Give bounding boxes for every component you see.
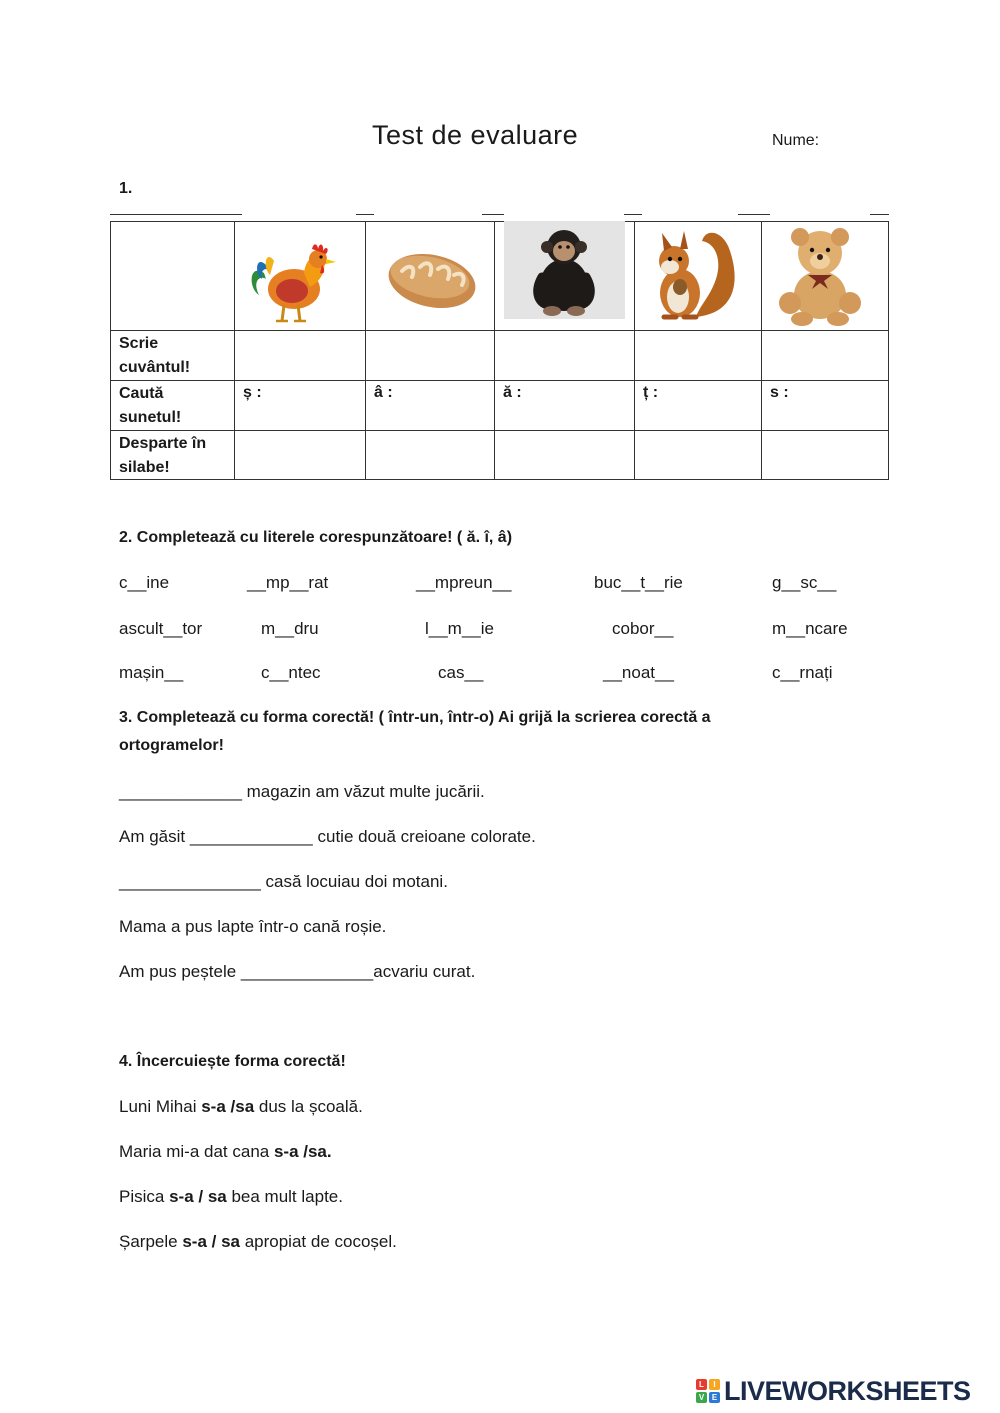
fill-word: m__dru bbox=[261, 619, 319, 638]
tick-line bbox=[738, 214, 770, 215]
fill-word: g__sc__ bbox=[772, 573, 837, 592]
page-title: Test de evaluare bbox=[372, 120, 579, 150]
choice-sentence: Luni Mihai s-a /sa dus la școală. bbox=[119, 1097, 363, 1116]
bread-picture bbox=[382, 243, 480, 315]
fill-word: buc__t__rie bbox=[594, 573, 683, 592]
tick-line bbox=[356, 214, 374, 215]
rooster-picture bbox=[244, 233, 348, 327]
section4-heading: 4. Încercuiește forma corectă! bbox=[119, 1053, 346, 1070]
logo-icon: L I V E bbox=[696, 1379, 720, 1403]
fill-word: __noat__ bbox=[603, 663, 674, 682]
fill-word: cas__ bbox=[438, 663, 484, 682]
tick-line bbox=[110, 214, 242, 215]
sentence: Am găsit _____________ cutie două creioane colorate. bbox=[119, 827, 536, 846]
sound-prompt: ț : bbox=[643, 384, 659, 401]
choice-sentence: Șarpele s-a / sa apropiat de cocoșel. bbox=[119, 1232, 397, 1251]
name-label: Nume: bbox=[772, 132, 820, 149]
fill-word: c__ine bbox=[119, 573, 170, 592]
tick-line bbox=[870, 214, 889, 215]
sentence: _______________ casă locuiau doi motani. bbox=[119, 872, 448, 891]
monkey-picture bbox=[504, 221, 625, 319]
section3-heading: 3. Completează cu forma corectă! ( într-un, într-o) Ai grijă la scrierea corectă a bbox=[119, 709, 711, 726]
section3-heading-cont: ortogramelor! bbox=[119, 737, 224, 754]
tick-line bbox=[624, 214, 642, 215]
sound-prompt: ș : bbox=[243, 384, 262, 401]
sound-prompt: s : bbox=[770, 384, 789, 401]
word-table bbox=[110, 221, 889, 480]
choice-sentence: Pisica s-a / sa bea mult lapte. bbox=[119, 1187, 343, 1206]
liveworksheets-logo bbox=[696, 1376, 971, 1406]
fill-word: l__m__ie bbox=[425, 619, 494, 638]
choice-sentence: Maria mi-a dat cana s-a /sa. bbox=[119, 1142, 332, 1161]
fill-word: __mp__rat bbox=[247, 573, 329, 592]
fill-word: cobor__ bbox=[612, 619, 674, 638]
fill-word: c__ntec bbox=[261, 663, 321, 682]
fill-word: m__ncare bbox=[772, 619, 848, 638]
section2-heading: 2. Completează cu literele corespunzătoare! ( ă. î, â) bbox=[119, 529, 513, 546]
section1-number: 1. bbox=[119, 180, 133, 197]
row-label-write-word: Scrie cuvântul! bbox=[119, 335, 191, 376]
fill-word: ascult__tor bbox=[119, 619, 203, 638]
logo-text: LIVEWORKSHEETS bbox=[724, 1375, 971, 1406]
choice-option[interactable]: s-a /sa. bbox=[273, 1142, 332, 1161]
row-label-split-syllables: Desparte în silabe! bbox=[119, 435, 207, 476]
fill-word: mașin__ bbox=[119, 663, 184, 682]
sentence: Mama a pus lapte într-o cană roșie. bbox=[119, 917, 387, 936]
choice-option[interactable]: s-a / sa bbox=[169, 1187, 227, 1206]
sound-prompt: â : bbox=[374, 384, 393, 401]
tick-line bbox=[482, 214, 504, 215]
choice-option[interactable]: s-a /sa bbox=[201, 1097, 255, 1116]
sentence: Am pus peștele ______________acvariu curat. bbox=[119, 962, 476, 981]
fill-word: c__rnați bbox=[772, 663, 833, 682]
sentence: _____________ magazin am văzut multe jucării. bbox=[119, 782, 485, 801]
teddy-bear-picture bbox=[772, 223, 868, 327]
squirrel-picture bbox=[640, 221, 740, 327]
row-label-find-sound: Caută sunetul! bbox=[119, 385, 182, 426]
choice-option[interactable]: s-a / sa bbox=[182, 1232, 240, 1251]
fill-word: __mpreun__ bbox=[416, 573, 512, 592]
sound-prompt: ă : bbox=[503, 384, 522, 401]
